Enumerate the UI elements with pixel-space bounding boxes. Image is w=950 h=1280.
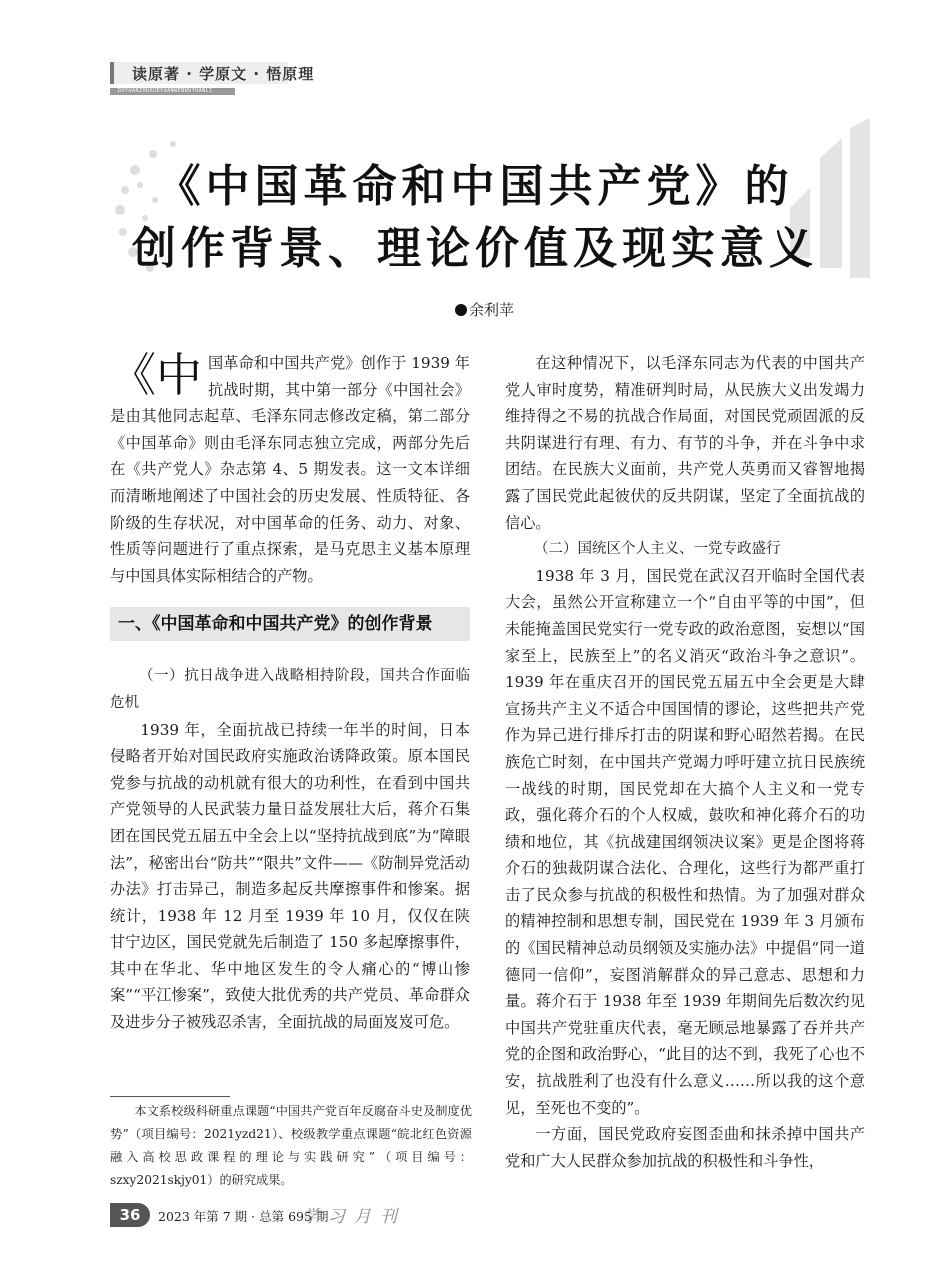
body-paragraph: 在这种情况下，以毛泽东同志为代表的中国共产党人审时度势，精准研判时局，从民族大义出发竭力维持得之不易的抗战合作局面，对国民党顽固派的反共阴谋进行有理、有力、有节的斗争，并在斗争中求团结。在民族大义面前，共产党人英勇而又睿智地揭露了国民党此起彼伏的反共阴谋，坚定了全面抗战的信心。 (505, 354, 865, 532)
article-title-line-2: 创作背景、理论价值及现实意义 (132, 223, 818, 274)
column-header-title: 读原著 · 学原文 · 悟原理 (132, 65, 315, 83)
intro-text: 国革命和中国共产党》创作于 1939 年抗战时期，其中第一部分《中国社会》是由其他同志起草、毛泽东同志修改定稿，第二部分《中国革命》则由毛泽东同志独立完成，两部分先后在《共产党人》杂志第 4、5 期发表。这一文本详细而清晰地阐述了中国社会的历史发展、性质特征、各阶级的生存状况，对中国革命的任务、动力、对象、性质等问题进行了重点探索，是马克思主义基本原理与中国具体实际相结合的产物。 (110, 354, 470, 585)
footnote-divider (110, 1096, 230, 1097)
journal-name: 学习月刊 (302, 1207, 406, 1227)
author-name: 余利苹 (469, 301, 515, 319)
page-number: 36 (110, 1203, 150, 1227)
bullet-icon (455, 304, 467, 316)
left-column (110, 350, 470, 1036)
body-paragraph: 1939 年，全面抗战已持续一年半的时间，日本侵略者开始对国民政府实施政治诱降政策。原本国民党参与抗战的动机就有很大的功利性，在看到中国共产党领导的人民武装力量日益发展壮大后，蒋介石集团在国民党五届五中全会上以“坚持抗战到底”为“障眼法”，秘密出台“防共”“限共”文件——《防制异党活动办法》打击异己，制造多起反共摩擦事件和惨案。据统计，1938 年 12 月至 1939 年 10 月，仅仅在陕甘宁边区，国民党就先后制造了 150 多起摩擦事件，其中在华北、华中地区发生的令人痛心的“博山惨案”“平江惨案”，致使大批优秀的共产党员、革命群众及进步分子被残忍杀害，全面抗战的局面岌岌可危。 (110, 720, 470, 1032)
drop-cap: 《中 (110, 348, 202, 402)
intro-paragraph (110, 350, 470, 589)
issue-info: 2023 年第 7 期 · 总第 695 期 (158, 1209, 329, 1224)
body-paragraph: 一方面，国民党政府妄图歪曲和抹杀掉中国共产党和广大人民群众参加抗战的积极性和斗争性， (505, 1125, 865, 1170)
section-heading: 一、《中国革命和中国共产党》的创作背景 (110, 607, 470, 641)
article-title-line-1: 《中国革命和中国共产党》的 (156, 161, 794, 212)
subheading-1: （一）抗日战争进入战略相持阶段，国共合作面临危机 (110, 668, 470, 711)
author-byline (455, 299, 514, 320)
subheading-2: （二）国统区个人主义、一党专政盛行 (534, 541, 781, 558)
column-header-subtitle: DUYUANZHUXUEYUANWENWUYUANLI (118, 88, 213, 94)
right-column (505, 350, 865, 1174)
footnote: 本文系校级科研重点课题“中国共产党百年反腐奋斗史及制度优势”（项目编号：2021yzd21）、校级教学重点课题“皖北红色资源融入高校思政课程的理论与实践研究”（项目编号：szxy2021skjy01）的研究成果。 (110, 1104, 472, 1187)
body-paragraph: 1938 年 3 月，国民党在武汉召开临时全国代表大会，虽然公开宣称建立一个“自由平等的中国”，但未能掩盖国民党实行一党专政的政治意图，妄想以“国家至上，民族至上”的名义消灭“政治斗争之意识”。1939 年在重庆召开的国民党五届五中全会更是大肆宣扬共产主义不适合中国国情的谬论，这些把共产党作为异己进行排斥打击的阴谋和野心昭然若揭。在民族危亡时刻，在中国共产党竭力呼吁建立抗日民族统一战线的时期，国民党却在大搞个人主义和一党专政，强化蒋介石的个人权威，鼓吹和神化蒋介石的功绩和地位，其《抗战建国纲领决议案》更是企图将蒋介石的独裁阴谋合法化、合理化，这些行为都严重打击了民众参与抗战的积极性和热情。为了加强对群众的精神控制和思想专制，国民党在 1939 年 3 月颁布的《国民精神总动员纲领及实施办法》中提倡“同一道德同一信仰”，妄图消解群众的异己意志、思想和力量。蒋介石于 1938 年至 1939 年期间先后数次约见中国共产党驻重庆代表，毫无顾忌地暴露了吞并共产党的企图和政治野心，“此目的达不到，我死了心也不安，抗战胜利了也没有什么意义……所以我的这个意见，至死也不变的”。 (505, 566, 865, 1117)
